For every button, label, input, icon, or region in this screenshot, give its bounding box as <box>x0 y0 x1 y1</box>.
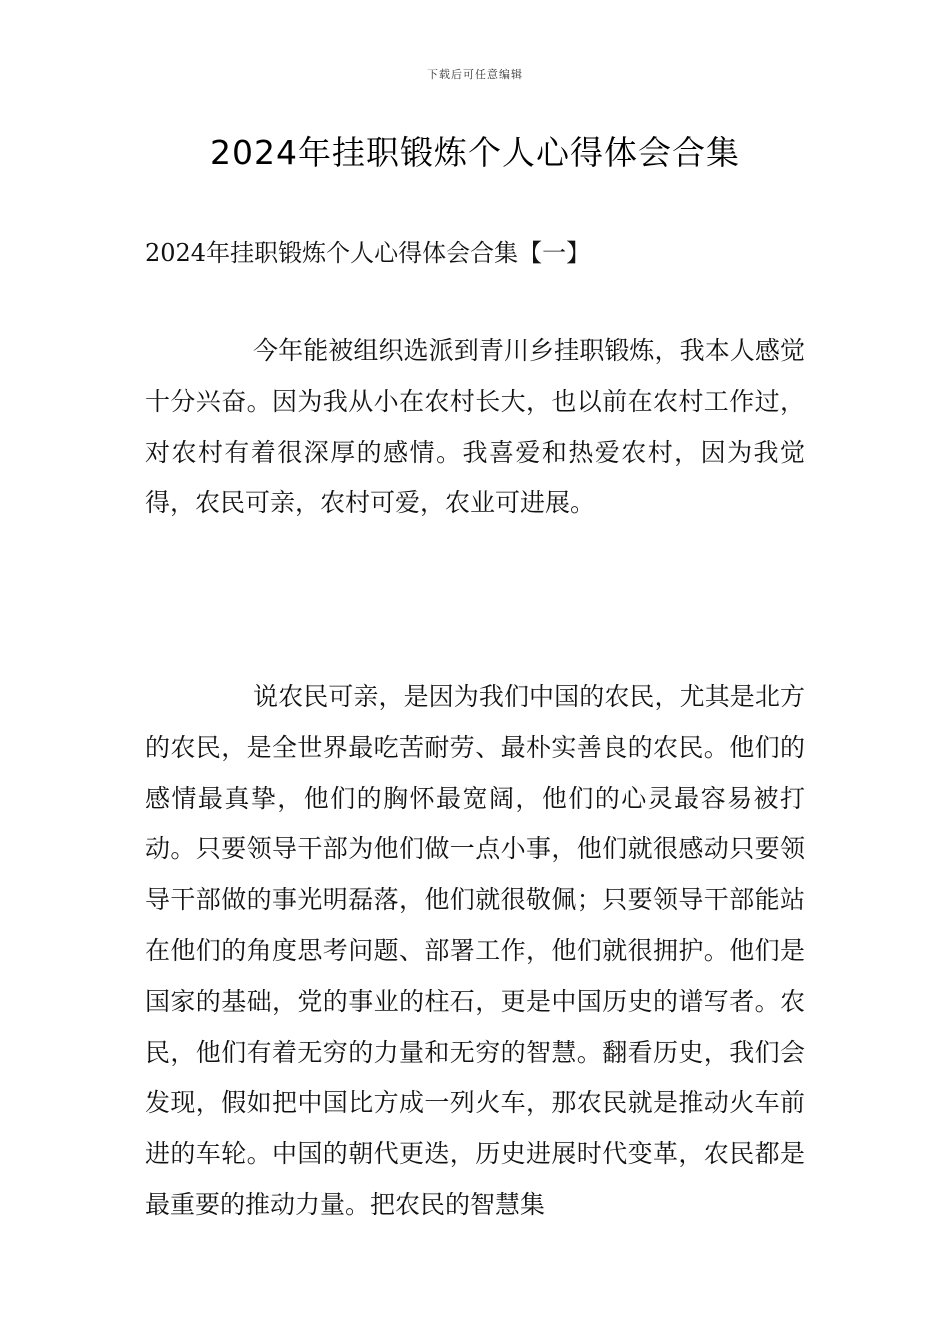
paragraph-2: 说农民可亲，是因为我们中国的农民，尤其是北方的农民，是全世界最吃苦耐劳、最朴实善良的农民。他们的感情最真挚，他们的胸怀最宽阔，他们的心灵最容易被打动。只要领导干部为他们做一点小事，他们就很感动只要领导干部做的事光明磊落，他们就很敬佩；只要领导干部能站在他们的角度思考问题、部署工作，他们就很拥护。他们是国家的基础，党的事业的柱石，更是中国历史的谱写者。农民，他们有着无穷的力量和无穷的智慧。翻看历史，我们会发现，假如把中国比方成一列火车，那农民就是推动火车前进的车轮。中国的朝代更迭，历史进展时代变革，农民都是最重要的推动力量。把农民的智慧集 <box>145 682 805 1219</box>
section-heading: 2024年挂职锻炼个人心得体会合集【一】 <box>145 239 591 267</box>
header-note: 下载后可任意编辑 <box>427 68 523 81</box>
document-title: 2024年挂职锻炼个人心得体会合集 <box>210 133 740 172</box>
paragraph-1: 今年能被组织选派到青川乡挂职锻炼，我本人感觉十分兴奋。因为我从小在农村长大，也以前在农村工作过，对农村有着很深厚的感情。我喜爱和热爱农村，因为我觉得，农民可亲，农村可爱，农业可进展。 <box>145 336 805 518</box>
